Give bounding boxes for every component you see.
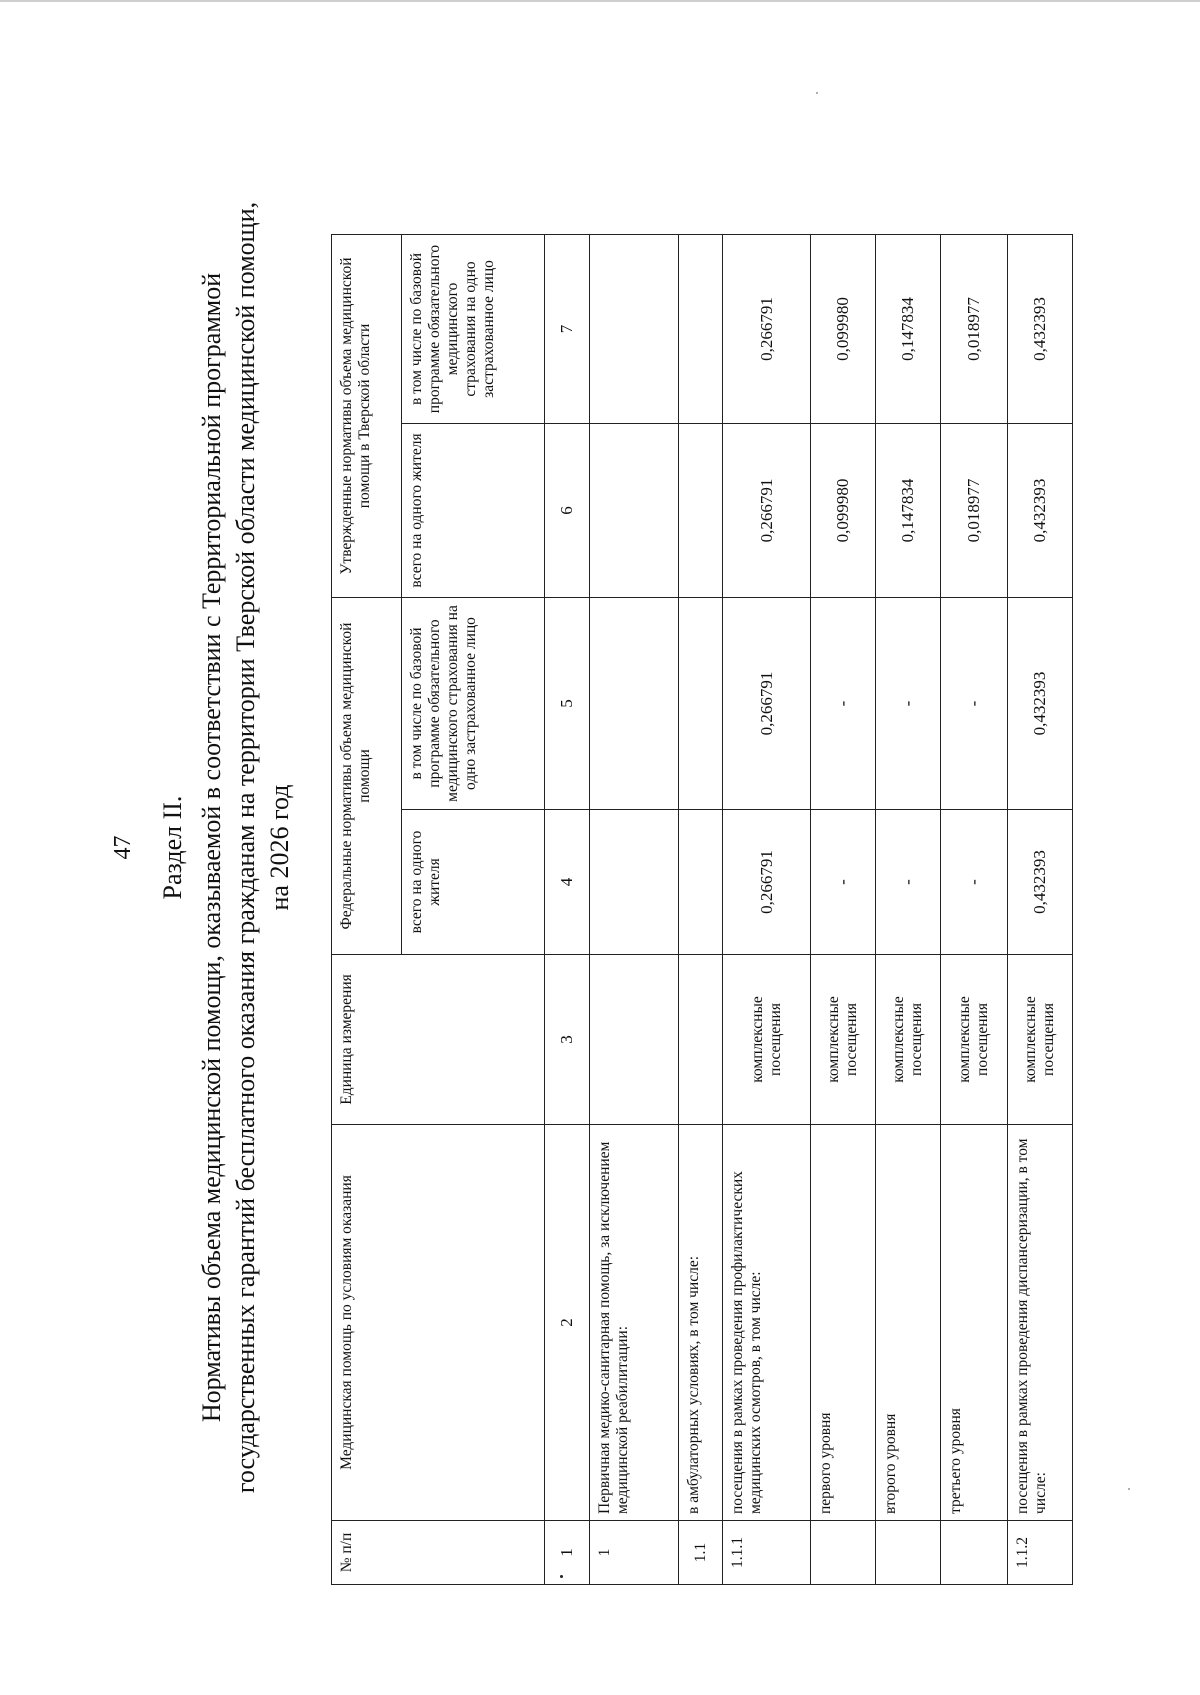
scan-speck (1128, 1488, 1130, 1490)
row-unit (679, 955, 723, 1125)
row-fed-total: - (941, 810, 1008, 955)
row-care: Первичная медико-санитарная помощь, за исключением медицинской реабилитации: (590, 1125, 679, 1521)
row-reg-total: 0,266791 (723, 424, 811, 598)
table-row (941, 235, 1008, 1585)
row-unit: комплексные посещения (941, 955, 1008, 1125)
table-row (811, 235, 876, 1585)
row-reg-oms: 0,432393 (1008, 235, 1073, 424)
row-num: 1.1.1 (723, 1521, 811, 1585)
row-fed-oms (679, 598, 723, 810)
table-row (876, 235, 941, 1585)
row-num: 1.1.2 (1008, 1521, 1073, 1585)
row-reg-total: 0,018977 (941, 424, 1008, 598)
row-reg-oms (590, 235, 679, 424)
row-reg-total: 0,147834 (876, 424, 941, 598)
title-line-1: Нормативы объема медицинской помощи, оказываемой в соответствии с Территориальной программой (197, 272, 226, 1423)
table-row (679, 235, 723, 1585)
row-unit: комплексные посещения (876, 955, 941, 1125)
row-fed-oms: - (941, 598, 1008, 810)
row-fed-total: 0,266791 (723, 810, 811, 955)
scan-speck (816, 92, 818, 94)
row-unit: комплексные посещения (1008, 955, 1073, 1125)
row-fed-oms: 0,266791 (723, 598, 811, 810)
row-fed-oms: - (876, 598, 941, 810)
row-reg-oms (679, 235, 723, 424)
row-unit: комплексные посещения (723, 955, 811, 1125)
document-title (195, 0, 297, 1695)
row-fed-total: - (876, 810, 941, 955)
row-care: посещения в рамках проведения профилактических медицинских осмотров, в том числе: (723, 1125, 811, 1521)
column-number-row (545, 235, 590, 1585)
row-care: первого уровня (811, 1125, 876, 1521)
row-reg-oms: 0,147834 (876, 235, 941, 424)
row-fed-total: - (811, 810, 876, 955)
row-reg-oms: 0,266791 (723, 235, 811, 424)
header-fed-per-insured: в том числе по базовой программе обязательного медицинского страхования на одно застрахованное лицо (402, 598, 545, 810)
norms-table (331, 234, 1073, 1585)
row-unit (590, 955, 679, 1125)
row-num: 1.1 (679, 1521, 723, 1585)
header-num: № п/п (332, 1521, 545, 1585)
header-row-1 (332, 235, 402, 1585)
row-reg-total (590, 424, 679, 598)
column-number: 6 (545, 424, 590, 598)
row-reg-oms: 0,099980 (811, 235, 876, 424)
row-fed-oms: - (811, 598, 876, 810)
row-reg-oms: 0,018977 (941, 235, 1008, 424)
column-number: 5 (545, 598, 590, 810)
header-reg-per-resident: всего на одного жителя (402, 424, 545, 598)
column-number: 3 (545, 955, 590, 1125)
row-care: в амбулаторных условиях, в том числе: (679, 1125, 723, 1521)
header-reg-per-insured: в том числе по базовой программе обязательного медицинского страхования на одно застрахованное лицо (402, 235, 545, 424)
row-care: третьего уровня (941, 1125, 1008, 1521)
table-row (723, 235, 811, 1585)
header-federal: Федеральные нормативы объема медицинской помощи (332, 598, 402, 955)
header-unit: Единица измерения (332, 955, 545, 1125)
row-fed-total (590, 810, 679, 955)
page-number: 47 (110, 835, 136, 860)
column-number: 4 (545, 810, 590, 955)
row-fed-oms: 0,432393 (1008, 598, 1073, 810)
row-reg-total: 0,099980 (811, 424, 876, 598)
row-reg-total: 0,432393 (1008, 424, 1073, 598)
row-care: второго уровня (876, 1125, 941, 1521)
header-fed-per-resident: всего на одного жителя (402, 810, 545, 955)
row-unit: комплексные посещения (811, 955, 876, 1125)
header-care: Медицинская помощь по условиям оказания (332, 1125, 545, 1521)
column-number: 7 (545, 235, 590, 424)
column-number: 2 (545, 1125, 590, 1521)
table-row (1008, 235, 1073, 1585)
title-line-3: на 2026 год (265, 784, 294, 911)
row-care: посещения в рамках проведения диспансеризации, в том числе: (1008, 1125, 1073, 1521)
row-num (811, 1521, 876, 1585)
row-fed-oms (590, 598, 679, 810)
row-fed-total (679, 810, 723, 955)
row-num (941, 1521, 1008, 1585)
row-num (876, 1521, 941, 1585)
column-number: 1 (545, 1521, 590, 1585)
table-row (590, 235, 679, 1585)
row-fed-total: 0,432393 (1008, 810, 1073, 955)
section-heading: Раздел II. (158, 795, 187, 900)
title-line-2: государственных гарантий бесплатного оказания гражданам на территории Тверской области медицинской помощи, (231, 201, 260, 1494)
scan-speck (560, 1575, 563, 1578)
header-regional: Утвержденные нормативы объема медицинской помощи в Тверской области (332, 235, 402, 598)
row-num: 1 (590, 1521, 679, 1585)
row-reg-total (679, 424, 723, 598)
